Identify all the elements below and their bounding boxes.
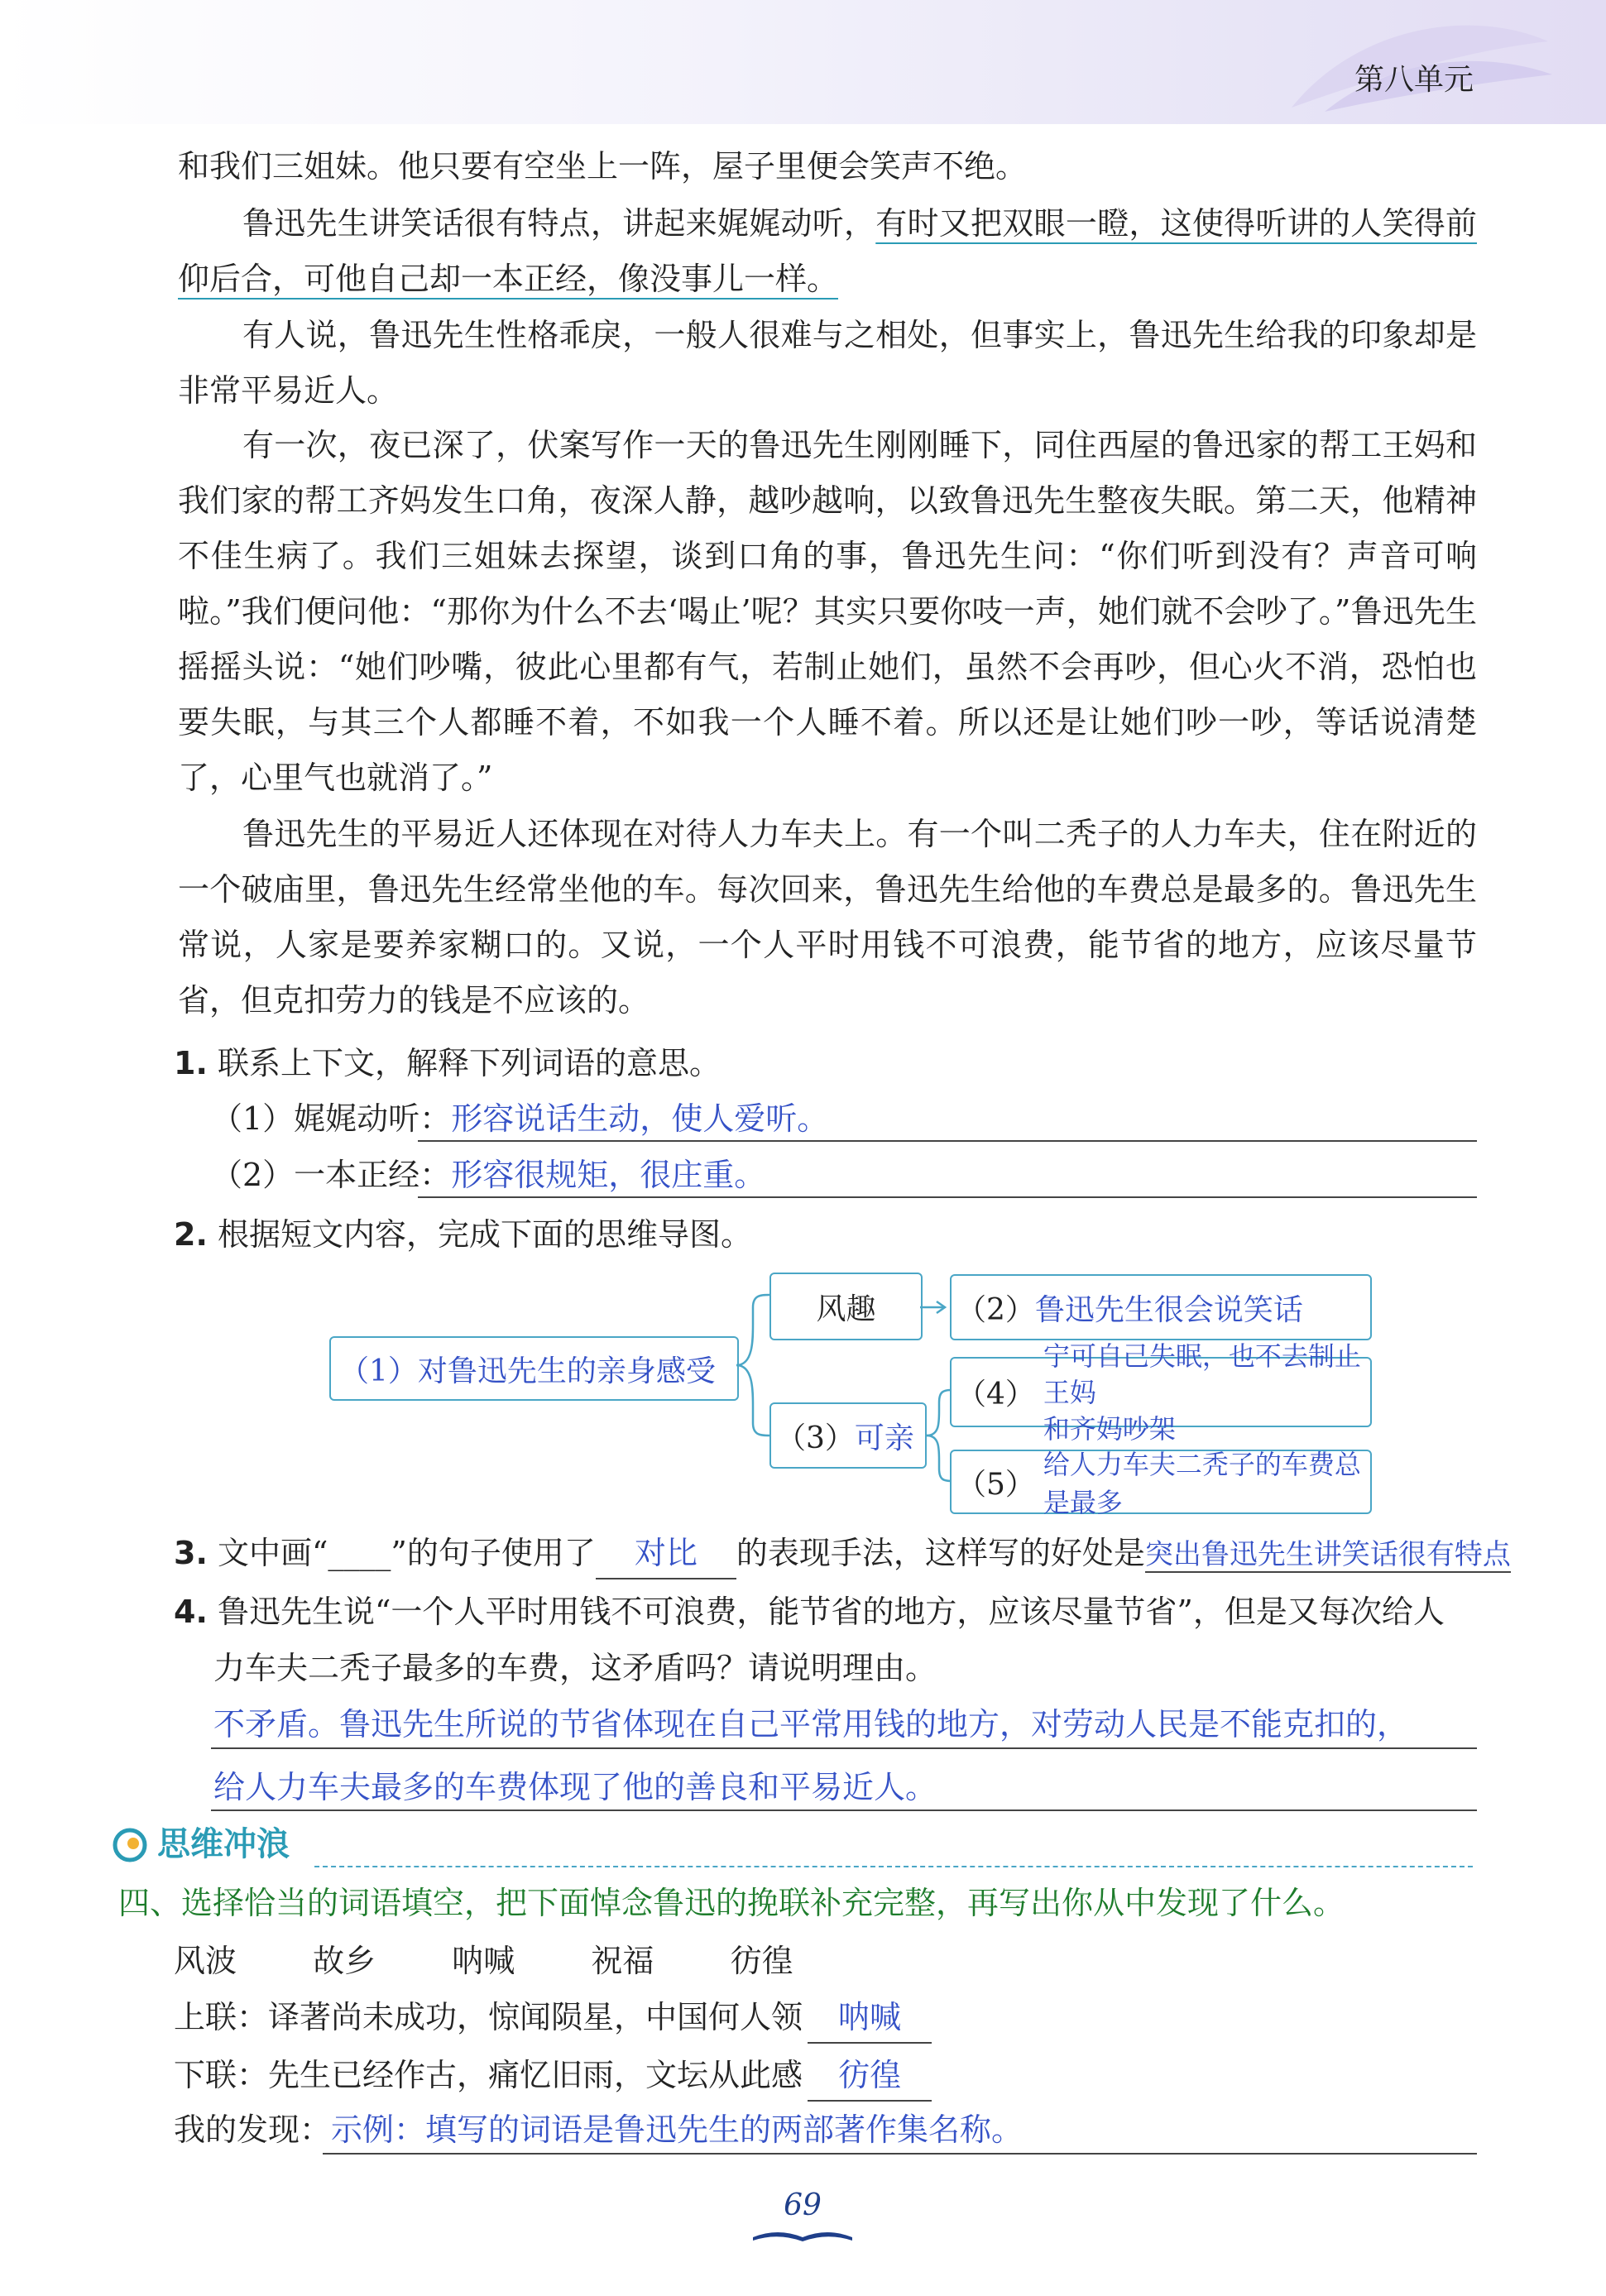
- mindmap-node-4: [950, 1340, 1372, 1445]
- answer-line: [211, 1747, 1477, 1749]
- couplet-lower: [174, 2050, 932, 2102]
- answer-line: [323, 2153, 1477, 2155]
- mindmap-root: [329, 1336, 739, 1401]
- q4-text-line2: 力车夫二秃子最多的车费，这矛盾吗？请说明理由。: [213, 1650, 937, 1686]
- couplet-upper-answer: 呐喊: [808, 1992, 932, 2044]
- word-option: 祝福: [591, 1943, 654, 1979]
- couplet-lower-label: 下联：先生已经作古，痛忆旧雨，文坛从此感: [174, 2057, 803, 2093]
- node-4-answer-line2: 和齐妈吵架: [1043, 1412, 1176, 1445]
- node-4-answer-line1: 宁可自己失眠，也不去制止王妈: [1043, 1340, 1361, 1408]
- passage-paragraph-4: 有一次，夜已深了，伏案写作一天的鲁迅先生刚刚睡下，同住西屋的鲁迅家的帮工王妈和我们家的帮工齐妈发生口角，夜深人静，越吵越响，以致鲁迅先生整夜失眠。第二天，他精神不佳生病了。我们三姐妹去探望，谈到口角的事，鲁迅先生问：“你们听到没有？声音可响啦。”我们便问他：“那你为什么不去‘喝止’呢？其实只要你吱一声，她们就不会吵了。”鲁迅先生摇摇头说：“她们吵嘴，彼此心里都有气，若制止她们，虽然不会再吵，但心火不消，恐怕也要失眠，与其三个人都睡不着，不如我一个人睡不着。所以还是让她们吵一吵，等话说清楚了，心里气也就消了。”: [178, 427, 1477, 796]
- q4-answer-line2: 给人力车夫最多的车费体现了他的善良和平易近人。: [213, 1769, 937, 1805]
- answer-line: [211, 1809, 1477, 1811]
- word-option: 故乡: [313, 1943, 376, 1979]
- my-finding-answer: 示例：填写的词语是鲁迅先生的两部著作集名称。: [331, 2111, 1024, 2148]
- question-5: 四、选择恰当的词语填空，把下面悼念鲁迅的挽联补充完整，再写出你从中发现了什么。: [118, 1885, 1345, 1921]
- word-option: 彷徨: [730, 1943, 793, 1979]
- passage-paragraph-2-start: 鲁迅先生讲笑话很有特点，讲起来娓娓动听，: [242, 205, 876, 242]
- question-number: 2.: [174, 1216, 208, 1253]
- kind-node-label: （3）: [776, 1421, 855, 1455]
- mindmap-fun-node: [769, 1273, 923, 1340]
- q3-text-pre: 文中画“: [217, 1535, 328, 1571]
- section-divider: [314, 1866, 1473, 1867]
- my-finding: [174, 2105, 1023, 2155]
- node-4-answer: [1043, 1338, 1370, 1447]
- question-number: 1.: [174, 1045, 208, 1081]
- question-text: 联系上下文，解释下列词语的意思。: [217, 1045, 721, 1081]
- mindmap-kind-node: [769, 1402, 927, 1469]
- question-number: 4.: [174, 1594, 208, 1630]
- question-text: 根据短文内容，完成下面的思维导图。: [217, 1216, 752, 1253]
- mindmap-fun-label: 风趣: [816, 1292, 876, 1326]
- q3-text-post: 的表现手法，这样写的好处是: [736, 1535, 1145, 1571]
- my-finding-label: 我的发现：: [174, 2111, 332, 2148]
- couplet-upper: [174, 1992, 932, 2044]
- word-option: 风波: [174, 1943, 237, 1979]
- mindmap-node-5: [950, 1449, 1372, 1518]
- q1-item-a-answer: 形容说话生动，使人爱听。: [451, 1100, 829, 1137]
- q3-text-mid: ”的句子使用了: [391, 1535, 596, 1571]
- q1-item-b-answer: 形容很规矩，很庄重。: [451, 1157, 766, 1193]
- q4-answer-line1: 不矛盾。鲁迅先生所说的节省体现在自己平常用钱的地方，对劳动人民是不能克扣的，: [213, 1706, 1409, 1742]
- mindmap-node-2: [950, 1274, 1372, 1340]
- section-title: 思维冲浪: [157, 1825, 290, 1863]
- q3-blank: ____: [328, 1535, 391, 1571]
- book-icon: [749, 2227, 856, 2244]
- word-options: [174, 1936, 793, 1986]
- mindmap-root-label: （1）对鲁迅先生的亲身感受: [339, 1354, 716, 1388]
- node-5-answer: 给人力车夫二秃子的车费总是最多: [1043, 1449, 1361, 1518]
- underlined-sentence: 有时又把双眼一瞪，这使得听讲的人笑得前仰后合，可他自己却一本正经，像没事儿一样。: [178, 205, 1477, 297]
- word-option: 呐喊: [452, 1943, 515, 1979]
- couplet-lower-answer: 彷徨: [808, 2050, 932, 2102]
- question-4: [174, 1587, 1445, 1637]
- q1-item-b-label: （2）一本正经：: [211, 1157, 452, 1193]
- node-4-label: （4）: [956, 1378, 1035, 1412]
- q3-answer-1: 对比: [596, 1528, 736, 1579]
- swirl-icon: [112, 1827, 149, 1864]
- passage-paragraph-3: 有人说，鲁迅先生性格乖戾，一般人很难与之相处，但事实上，鲁迅先生给我的印象却是非常平易近人。: [178, 317, 1477, 409]
- node-2-answer: 鲁迅先生很会说笑话: [1034, 1292, 1303, 1327]
- q3-answer-2: 突出鲁迅先生讲笑话很有特点: [1144, 1538, 1511, 1571]
- node-2-label: （2）: [956, 1292, 1035, 1327]
- q1-item-a-label: （1）娓娓动听：: [211, 1100, 452, 1137]
- kind-node-answer: 可亲: [854, 1421, 914, 1455]
- q4-text-line1: 鲁迅先生说“一个人平时用钱不可浪费，能节省的地方，应该尽量节省”，但是又每次给人: [217, 1594, 1445, 1630]
- question-3: [174, 1528, 1511, 1579]
- node-5-label: （5）: [956, 1467, 1035, 1502]
- passage-paragraph-5: 鲁迅先生的平易近人还体现在对待人力车夫上。有一个叫二秃子的人力车夫，住在附近的一个破庙里，鲁迅先生经常坐他的车。每次回来，鲁迅先生给他的车费总是最多的。鲁迅先生常说，人家是要养家糊口的。又说，一个人平时用钱不可浪费，能节省的地方，应该尽量节省，但克扣劳力的钱是不应该的。: [178, 816, 1477, 1019]
- couplet-upper-label: 上联：译著尚未成功，惊闻陨星，中国何人领: [174, 1999, 803, 2035]
- page-number: 69: [784, 2188, 822, 2222]
- passage-paragraph-1: 和我们三姐妹。他只要有空坐上一阵，屋子里便会笑声不绝。: [178, 148, 1028, 185]
- question-number: 3.: [174, 1535, 208, 1571]
- unit-title: 第八单元: [1354, 63, 1474, 97]
